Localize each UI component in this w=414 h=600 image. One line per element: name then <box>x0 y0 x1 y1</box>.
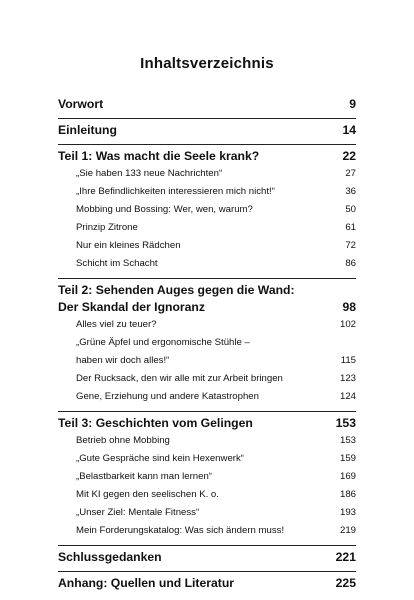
toc-subentry-page: 123 <box>339 373 356 384</box>
toc-subentry-title: Mein Forderungskatalog: Was sich ändern muss! <box>76 525 285 536</box>
toc-subentry <box>58 522 356 540</box>
toc-subentry <box>58 468 356 486</box>
toc-subentry-title: Mit KI gegen den seelischen K. o. <box>76 489 219 500</box>
toc-subentry <box>58 504 356 522</box>
toc-entry-vorwort <box>58 96 356 113</box>
toc-subentry-page: 102 <box>339 319 356 330</box>
toc-subentry-title: Gene, Erziehung und andere Katastrophen <box>76 391 259 402</box>
toc-entry-title: Teil 3: Geschichten vom Gelingen <box>58 416 253 430</box>
toc-subentry <box>58 165 356 183</box>
toc-subentry-title: Alles viel zu teuer? <box>76 319 157 330</box>
toc-subentry-page: 115 <box>340 355 356 366</box>
toc-subentry-page: 50 <box>345 204 356 215</box>
toc-entry-page: 98 <box>342 300 356 314</box>
toc-entry-title: Einleitung <box>58 123 117 137</box>
toc-subentry-page: 193 <box>339 507 356 518</box>
toc-subentry <box>58 334 356 370</box>
toc-subentry <box>58 183 356 201</box>
toc-subentry-title: Schicht im Schacht <box>76 258 158 269</box>
divider <box>58 278 356 279</box>
toc-entry-page: 221 <box>335 550 356 564</box>
toc-entry-einleitung <box>58 122 356 139</box>
toc-entry-page: 225 <box>335 576 356 590</box>
toc-entry-page: 153 <box>335 416 356 430</box>
toc-subentry-title: „Gute Gespräche sind kein Hexenwerk“ <box>76 453 244 464</box>
toc-subentry-title: „Unser Ziel: Mentale Fitness“ <box>76 507 200 518</box>
toc-subentry-page: 219 <box>339 525 356 536</box>
toc-entry-page: 22 <box>342 149 356 163</box>
toc-subentry-title: „Belastbarkeit kann man lernen“ <box>76 471 212 482</box>
toc-subentry-page: 61 <box>345 222 356 233</box>
toc-title: Inhaltsverzeichnis <box>140 55 274 72</box>
toc-subentry-page: 86 <box>345 258 356 269</box>
toc-subentry-title: Nur ein kleines Rädchen <box>76 240 181 251</box>
toc-subentry-title: „Ihre Befindlichkeiten interessieren mich nicht!“ <box>76 186 275 197</box>
toc-subentry-page: 169 <box>339 471 356 482</box>
toc-entry-anhang <box>58 575 356 592</box>
divider <box>58 545 356 546</box>
toc-subentry-page: 124 <box>339 391 356 402</box>
toc-subentry-title-line-2: haben wir doch alles!“ <box>76 355 170 366</box>
table-of-contents <box>58 94 356 592</box>
divider <box>58 571 356 572</box>
divider <box>58 118 356 119</box>
toc-subentry <box>58 316 356 334</box>
toc-entry-title-line-2: Der Skandal der Ignoranz <box>58 300 205 314</box>
toc-entry-teil-2 <box>58 282 356 316</box>
toc-subentry-title: „Grüne Äpfel und ergonomische Stühle – <box>76 337 250 348</box>
toc-entry-page: 14 <box>342 123 356 137</box>
toc-subentry-page: 36 <box>345 186 356 197</box>
toc-entry-title: Vorwort <box>58 97 104 111</box>
toc-subentry <box>58 486 356 504</box>
toc-subentry-page: 159 <box>339 453 356 464</box>
toc-subentry-title: Mobbing und Bossing: Wer, wen, warum? <box>76 204 253 215</box>
toc-subentry <box>58 388 356 406</box>
divider <box>58 144 356 145</box>
toc-entry-title: Teil 1: Was macht die Seele krank? <box>58 149 260 163</box>
toc-subentry-page: 153 <box>339 435 356 446</box>
toc-subentry-title: „Sie haben 133 neue Nachrichten“ <box>76 168 223 179</box>
toc-subentry <box>58 201 356 219</box>
toc-subentry-page: 72 <box>345 240 356 251</box>
toc-subentry-page: 186 <box>339 489 356 500</box>
toc-entry-teil-1 <box>58 148 356 165</box>
toc-subentry <box>58 432 356 450</box>
toc-entry-schlussgedanken <box>58 549 356 566</box>
divider <box>58 411 356 412</box>
toc-entry-page: 9 <box>349 97 356 111</box>
toc-subentry-title: Betrieb ohne Mobbing <box>76 435 170 446</box>
toc-subentry-title: Der Rucksack, den wir alle mit zur Arbeit bringen <box>76 373 283 384</box>
toc-subentry-title: Prinzip Zitrone <box>76 222 138 233</box>
toc-subentry <box>58 255 356 273</box>
toc-entry-title: Schlussgedanken <box>58 550 162 564</box>
toc-subentry <box>58 237 356 255</box>
toc-entry-teil-3 <box>58 415 356 432</box>
toc-subentry <box>58 450 356 468</box>
toc-subentry <box>58 370 356 388</box>
toc-entry-title: Teil 2: Sehenden Auges gegen die Wand: <box>58 283 295 297</box>
toc-entry-title: Anhang: Quellen und Literatur <box>58 576 235 590</box>
toc-subentry <box>58 219 356 237</box>
toc-subentry-page: 27 <box>345 168 356 179</box>
